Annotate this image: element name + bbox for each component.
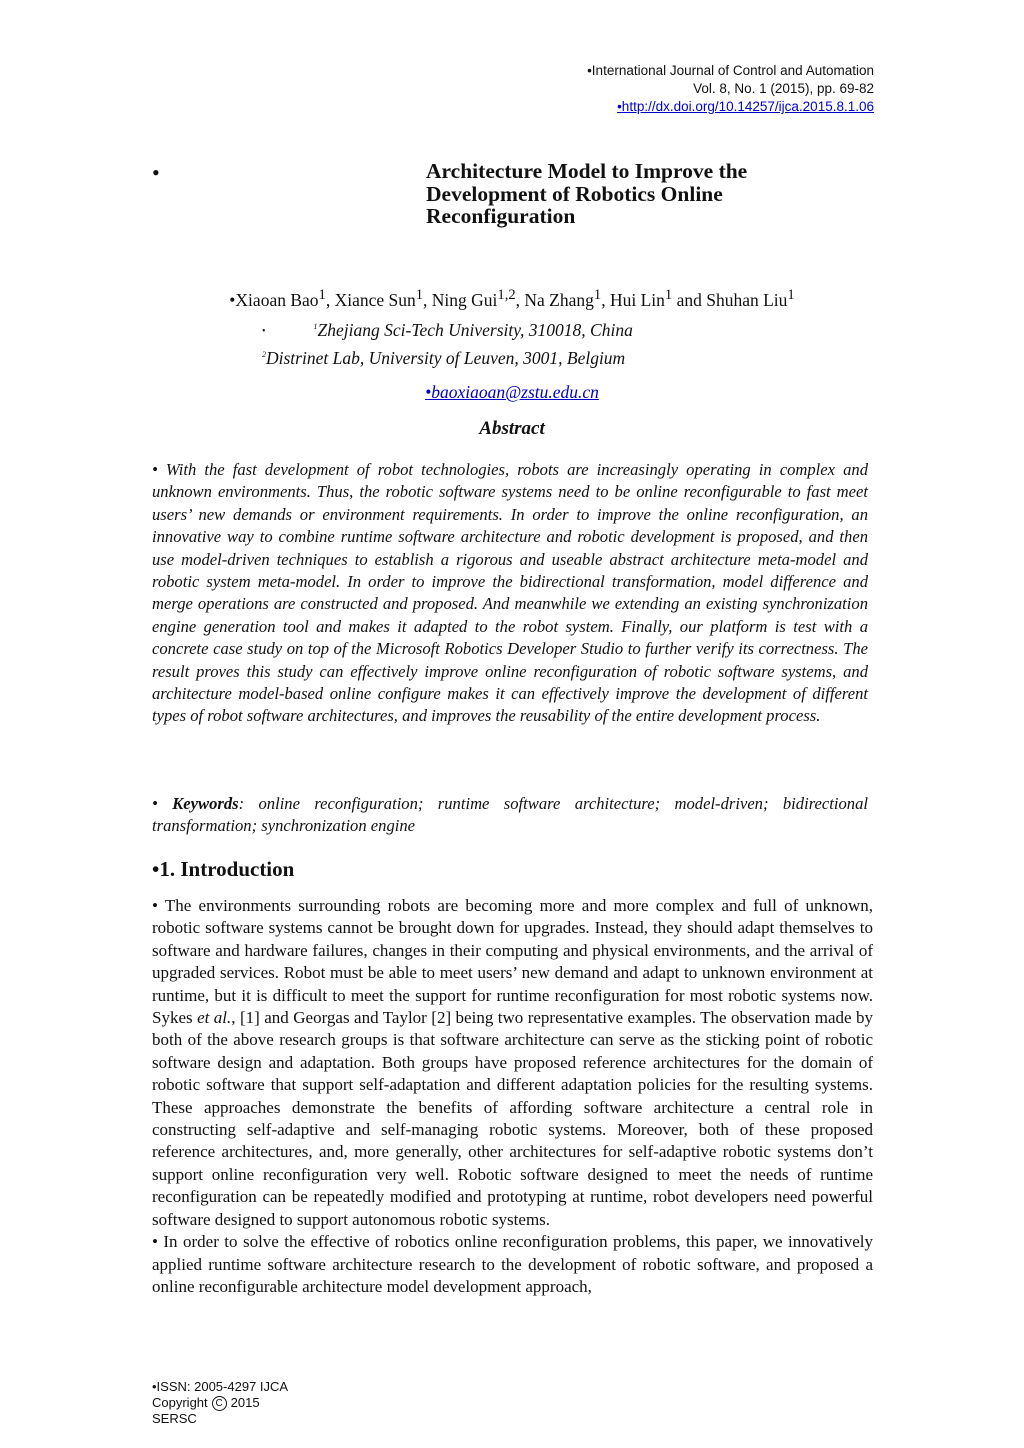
author-name: , Xiance Sun <box>325 289 416 310</box>
affiliation-1 <box>262 320 633 341</box>
affiliation-2 <box>262 348 625 369</box>
paragraph: • In order to solve the effective of robotics online reconfiguration problems, this paper, we innovatively applied runtime software architecture research to the development of robotic software, and proposed a online reconfigurable architecture model development approach, <box>152 1232 873 1296</box>
affiliation-text: Zhejiang Sci-Tech University, 310018, China <box>317 320 633 340</box>
affiliation-mark: 2 <box>262 350 266 360</box>
affiliation-bullet: • <box>262 326 266 338</box>
publisher: SERSC <box>152 1411 197 1427</box>
issn: •ISSN: 2005-4297 IJCA <box>152 1379 289 1394</box>
journal-name: •International Journal of Control and Automation <box>587 63 874 78</box>
title-line-2: Development of Robotics Online <box>426 181 723 206</box>
paragraph-text: • The environments surrounding robots are becoming more and more complex and full of unknown, robotic software systems cannot be brought down for upgrades. Instead, they should adapt themselves to software and hardware failures, changes in their computing and physical environments, and the arrival of upgraded services. Robot must be able to meet users’ new demand and adapt to unknown environment at runtime, but it is difficult to meet the support for runtime reconfiguration for most robotic systems now. Sykes <box>152 896 873 1028</box>
author-name: and Shuhan Liu <box>672 289 788 310</box>
author-name: •Xiaoan Bao <box>229 289 319 310</box>
paragraph-emphasis: et al. <box>197 1008 232 1028</box>
title-bullet: • <box>152 160 160 185</box>
copyright-year: 2015 <box>230 1395 260 1410</box>
keywords <box>152 793 868 838</box>
author-name: , Na Zhang <box>515 289 594 310</box>
author-name: , Ning Gui <box>423 289 498 310</box>
copyright-icon: C <box>212 1396 227 1411</box>
paragraph <box>152 895 873 1231</box>
paper-title <box>426 160 846 228</box>
keywords-text: : online reconfiguration; runtime software architecture; model-driven; bidirectional transformation; synchronization engine <box>152 794 868 836</box>
journal-volume: Vol. 8, No. 1 (2015), pp. 69-82 <box>693 81 874 96</box>
title-line-1: Architecture Model to Improve the <box>426 159 748 183</box>
abstract-text: • With the fast development of robot technologies, robots are increasingly operating in complex and unknown environments. Thus, the robotic software systems need to be online reconfigurable to fast meet users’ new demands or environment requirements. In order to improve the online reconfiguration, an innovative way to combine runtime software architecture and robotic development is proposed, and then use model-driven techniques to establish a rigorous and useable abstract architecture meta-model and robotic system meta-model. In order to improve the bidirectional transformation, model difference and merge operations are constructed and proposed. And meanwhile we extending an existing synchronization engine generation tool and makes it adapted to the robot system. Finally, our platform is test with a concrete case study on top of the Microsoft Robotics Developer Studio to further verify its correctness. The result proves this study can effectively improve online reconfiguration of robotic software systems, and architecture model-based online configure makes it can effectively improve the development of different types of robot software architectures, and improves the reusability of the entire development process. <box>152 460 868 726</box>
email-link[interactable]: •baoxiaoan@zstu.edu.cn <box>425 382 599 402</box>
author-affiliation-mark: 1,2 <box>497 287 516 303</box>
author-affiliation-mark: 1 <box>415 287 424 303</box>
paragraph-text: , [1] and Georgas and Taylor [2] being two representative examples. The observation made by both of the above research groups is that software architecture can serve as the sticking point of robotic software design and adaptation. Both groups have proposed reference architectures for the domain of robotic software that support self-adaptation and different adaptation policies for the resulting systems. These approaches demonstrate the benefits of affording software architecture a central role in constructing self-adaptive and self-managing robotic systems. Moreover, both of these proposed reference architectures, and, more generally, other architectures for self-adaptive robotic systems don’t support online reconfiguration very well. Robotic software designed to meet the needs of runtime reconfiguration can be repeatedly modified and prototyping at runtime, robot developers need powerful software designed to support autonomous robotic systems. <box>152 1008 874 1229</box>
section-heading: •1. Introduction <box>152 857 295 881</box>
affiliation-mark: 1 <box>313 322 318 332</box>
section-body <box>152 895 873 1298</box>
journal-header <box>587 62 874 116</box>
copyright-line <box>152 1395 288 1411</box>
keywords-label: Keywords <box>172 794 239 813</box>
affiliation-text: Distrinet Lab, University of Leuven, 3001, Belgium <box>266 348 626 368</box>
author-affiliation-mark: 1 <box>664 287 673 303</box>
title-line-3: Reconfiguration <box>426 204 576 228</box>
author-list <box>0 287 1024 311</box>
author-affiliation-mark: 1 <box>787 287 795 303</box>
author-name: , Hui Lin <box>601 289 665 310</box>
copyright-label: Copyright <box>152 1395 208 1410</box>
abstract-heading: Abstract <box>479 418 545 439</box>
page-footer <box>152 1379 288 1427</box>
doi-link[interactable]: •http://dx.doi.org/10.14257/ijca.2015.8.1.06 <box>617 99 874 114</box>
author-affiliation-mark: 1 <box>593 287 602 303</box>
keywords-bullet: • <box>152 794 173 813</box>
contact-email <box>0 382 1024 403</box>
author-affiliation-mark: 1 <box>318 287 326 303</box>
